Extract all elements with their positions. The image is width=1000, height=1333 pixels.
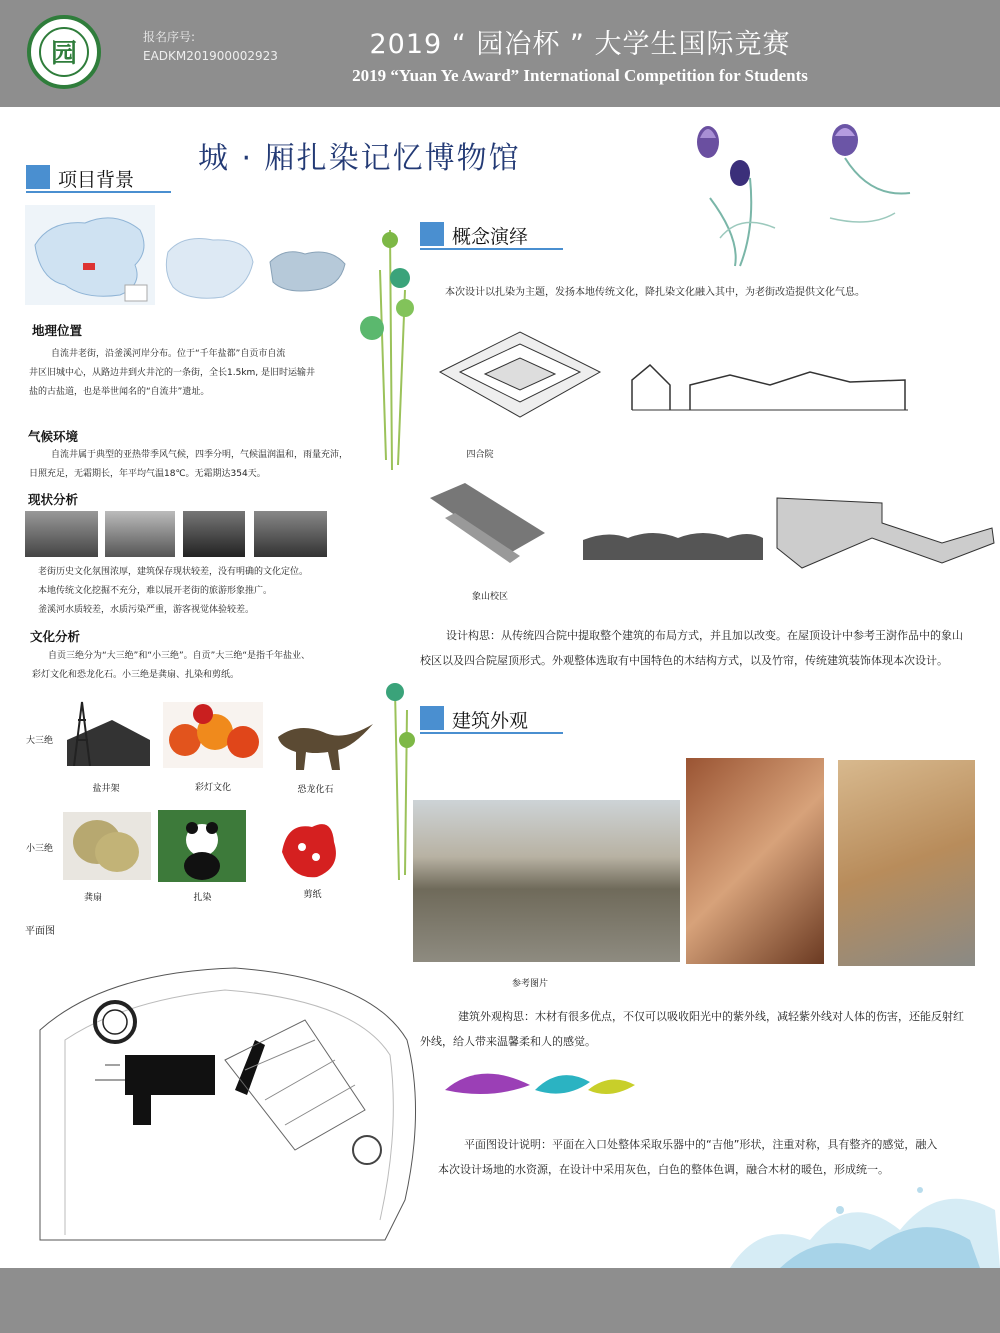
siheyuan-caption: 四合院 bbox=[466, 450, 494, 460]
design-line: 设计构思：从传统四合院中提取整个建筑的布局方式，并且加以改变。在屋顶设计中参考王澍作品中的象山 bbox=[446, 629, 963, 642]
tulip-illustration bbox=[680, 118, 925, 268]
reference-photo-waterfront bbox=[413, 800, 680, 962]
reference-photo-lattice bbox=[686, 758, 824, 964]
roof-model-2 bbox=[578, 520, 768, 570]
elevation-drawing bbox=[630, 360, 910, 412]
small-three-caption: 扎染 bbox=[193, 893, 212, 903]
sichuan-map bbox=[163, 232, 258, 304]
section-marker bbox=[420, 222, 444, 246]
status-line: 釜溪河水质较差，水质污染严重，游客视觉体验较差。 bbox=[38, 605, 255, 615]
reference-caption: 参考图片 bbox=[511, 979, 548, 989]
culture-line: 自贡三绝分为“大三绝”和“小三绝”。自贡”大三绝“是指千年盐业、 bbox=[48, 651, 310, 661]
geo-line: 井区旧城中心，从路边井到火井沱的一条街，全长1.5km, 是旧时运输井 bbox=[29, 368, 316, 378]
small-three-caption: 龚扇 bbox=[83, 893, 102, 903]
reference-photo-staircase bbox=[838, 760, 975, 966]
geo-line: 盐的古盐道，也是举世闻名的“自流井”遗址。 bbox=[29, 387, 210, 397]
salt-derrick-image bbox=[62, 700, 150, 766]
siheyuan-drawing bbox=[430, 322, 605, 432]
water-splash-illustration bbox=[720, 1150, 1000, 1268]
lantern-image bbox=[163, 702, 263, 768]
design-text bbox=[420, 623, 990, 673]
big-three-caption: 盐井架 bbox=[92, 784, 120, 794]
project-title: 城 · 厢扎染记忆博物馆 bbox=[198, 141, 521, 176]
plan-line: 本次设计场地的水资源，在设计中采用灰色，白色的整体色调，融合木材的暖色，形成统一。 bbox=[438, 1163, 889, 1176]
street-photo-3 bbox=[183, 511, 245, 557]
climate-line: 日照充足，无霜期长，年平均气温18℃。无霜期达354天。 bbox=[29, 469, 266, 479]
section-underline bbox=[420, 248, 563, 250]
registration-number: EADKM201900002923 bbox=[143, 49, 278, 63]
section-underline bbox=[26, 191, 171, 193]
feather-illustration bbox=[440, 1060, 640, 1120]
street-photo-4 bbox=[254, 511, 327, 557]
status-title: 现状分析 bbox=[28, 492, 79, 507]
facade-text bbox=[420, 1004, 990, 1054]
fan-image bbox=[63, 812, 151, 880]
facade-line: 建筑外观构思：木材有很多优点，不仅可以吸收阳光中的紫外线，减轻紫外线对人体的伤害，还能反射红 bbox=[458, 1010, 964, 1023]
footer-band bbox=[0, 1268, 1000, 1333]
big-three-caption: 恐龙化石 bbox=[297, 785, 334, 795]
culture-line: 彩灯文化和恐龙化石。小三绝是龚扇、扎染和剪纸。 bbox=[32, 670, 240, 680]
paper-cut-rooster-image bbox=[272, 812, 344, 882]
geo-title: 地理位置 bbox=[32, 323, 83, 338]
status-line: 本地传统文化挖掘不充分，难以展开老街的旅游形象推广。 bbox=[38, 586, 273, 596]
logo-glyph: 园 bbox=[50, 39, 77, 69]
climate-line: 自流井属于典型的亚热带季风气候，四季分明，气候温润温和，雨量充沛， bbox=[51, 450, 349, 460]
section-marker bbox=[420, 706, 444, 730]
geo-text bbox=[29, 345, 369, 402]
roof-model-3 bbox=[772, 488, 997, 580]
dinosaur-fossil-image bbox=[268, 712, 376, 772]
concept-intro: 本次设计以扎染为主题，发扬本地传统文化，降扎染文化融入其中，为老街改造提供文化气息。 bbox=[445, 287, 865, 298]
geo-line: 自流井老街，沿釜溪河岸分布。位于“千年盐都”自贡市自流 bbox=[51, 349, 286, 359]
tie-dye-panda-image bbox=[158, 810, 246, 882]
status-line: 老街历史文化氛围浓厚，建筑保存现状较差，没有明确的文化定位。 bbox=[38, 567, 309, 577]
section-marker bbox=[26, 165, 50, 189]
plan-label: 平面图 bbox=[25, 926, 55, 937]
big-three-label: 大三绝 bbox=[26, 736, 54, 746]
section-concept bbox=[420, 222, 563, 252]
small-three-caption: 剪纸 bbox=[303, 890, 322, 900]
china-map bbox=[25, 205, 155, 305]
big-three-caption: 彩灯文化 bbox=[194, 783, 231, 793]
section-background bbox=[26, 165, 171, 195]
culture-text bbox=[32, 647, 377, 685]
logo-ring bbox=[39, 27, 89, 77]
section-background-heading: 项目背景 bbox=[58, 169, 135, 191]
site-plan-drawing bbox=[25, 960, 420, 1250]
facade-line: 外线，给人带来温馨柔和人的感觉。 bbox=[420, 1035, 596, 1048]
xiangshan-roof-model bbox=[425, 478, 550, 573]
zigong-map bbox=[265, 242, 350, 297]
small-three-label: 小三绝 bbox=[26, 844, 54, 854]
plan-line: 平面图设计说明：平面在入口处整体采取乐器中的“吉他”形状，注重对称，具有整齐的感觉，融入 bbox=[464, 1138, 938, 1151]
street-photo-1 bbox=[25, 511, 98, 557]
street-photo-2 bbox=[105, 511, 175, 557]
section-concept-heading: 概念演绎 bbox=[452, 226, 529, 248]
culture-title: 文化分析 bbox=[30, 629, 81, 644]
climate-text bbox=[29, 446, 374, 484]
section-exterior bbox=[420, 706, 563, 736]
xiangshan-caption: 象山校区 bbox=[471, 592, 508, 602]
status-text bbox=[38, 563, 378, 620]
competition-logo bbox=[27, 15, 101, 89]
climate-title: 气候环境 bbox=[28, 429, 79, 444]
design-line: 校区以及四合院屋顶形式。外观整体选取有中国特色的木结构方式，以及竹帘，传统建筑装饰体现本次设计。 bbox=[420, 654, 948, 667]
section-exterior-heading: 建筑外观 bbox=[452, 710, 529, 732]
registration-label: 报名序号: bbox=[143, 30, 196, 44]
competition-title-en: 2019 “Yuan Ye Award” International Competition for Students bbox=[352, 66, 808, 85]
section-underline bbox=[420, 732, 563, 734]
competition-title-cn: 2019 “ 园冶杯 ” 大学生国际竞赛 bbox=[369, 29, 791, 60]
